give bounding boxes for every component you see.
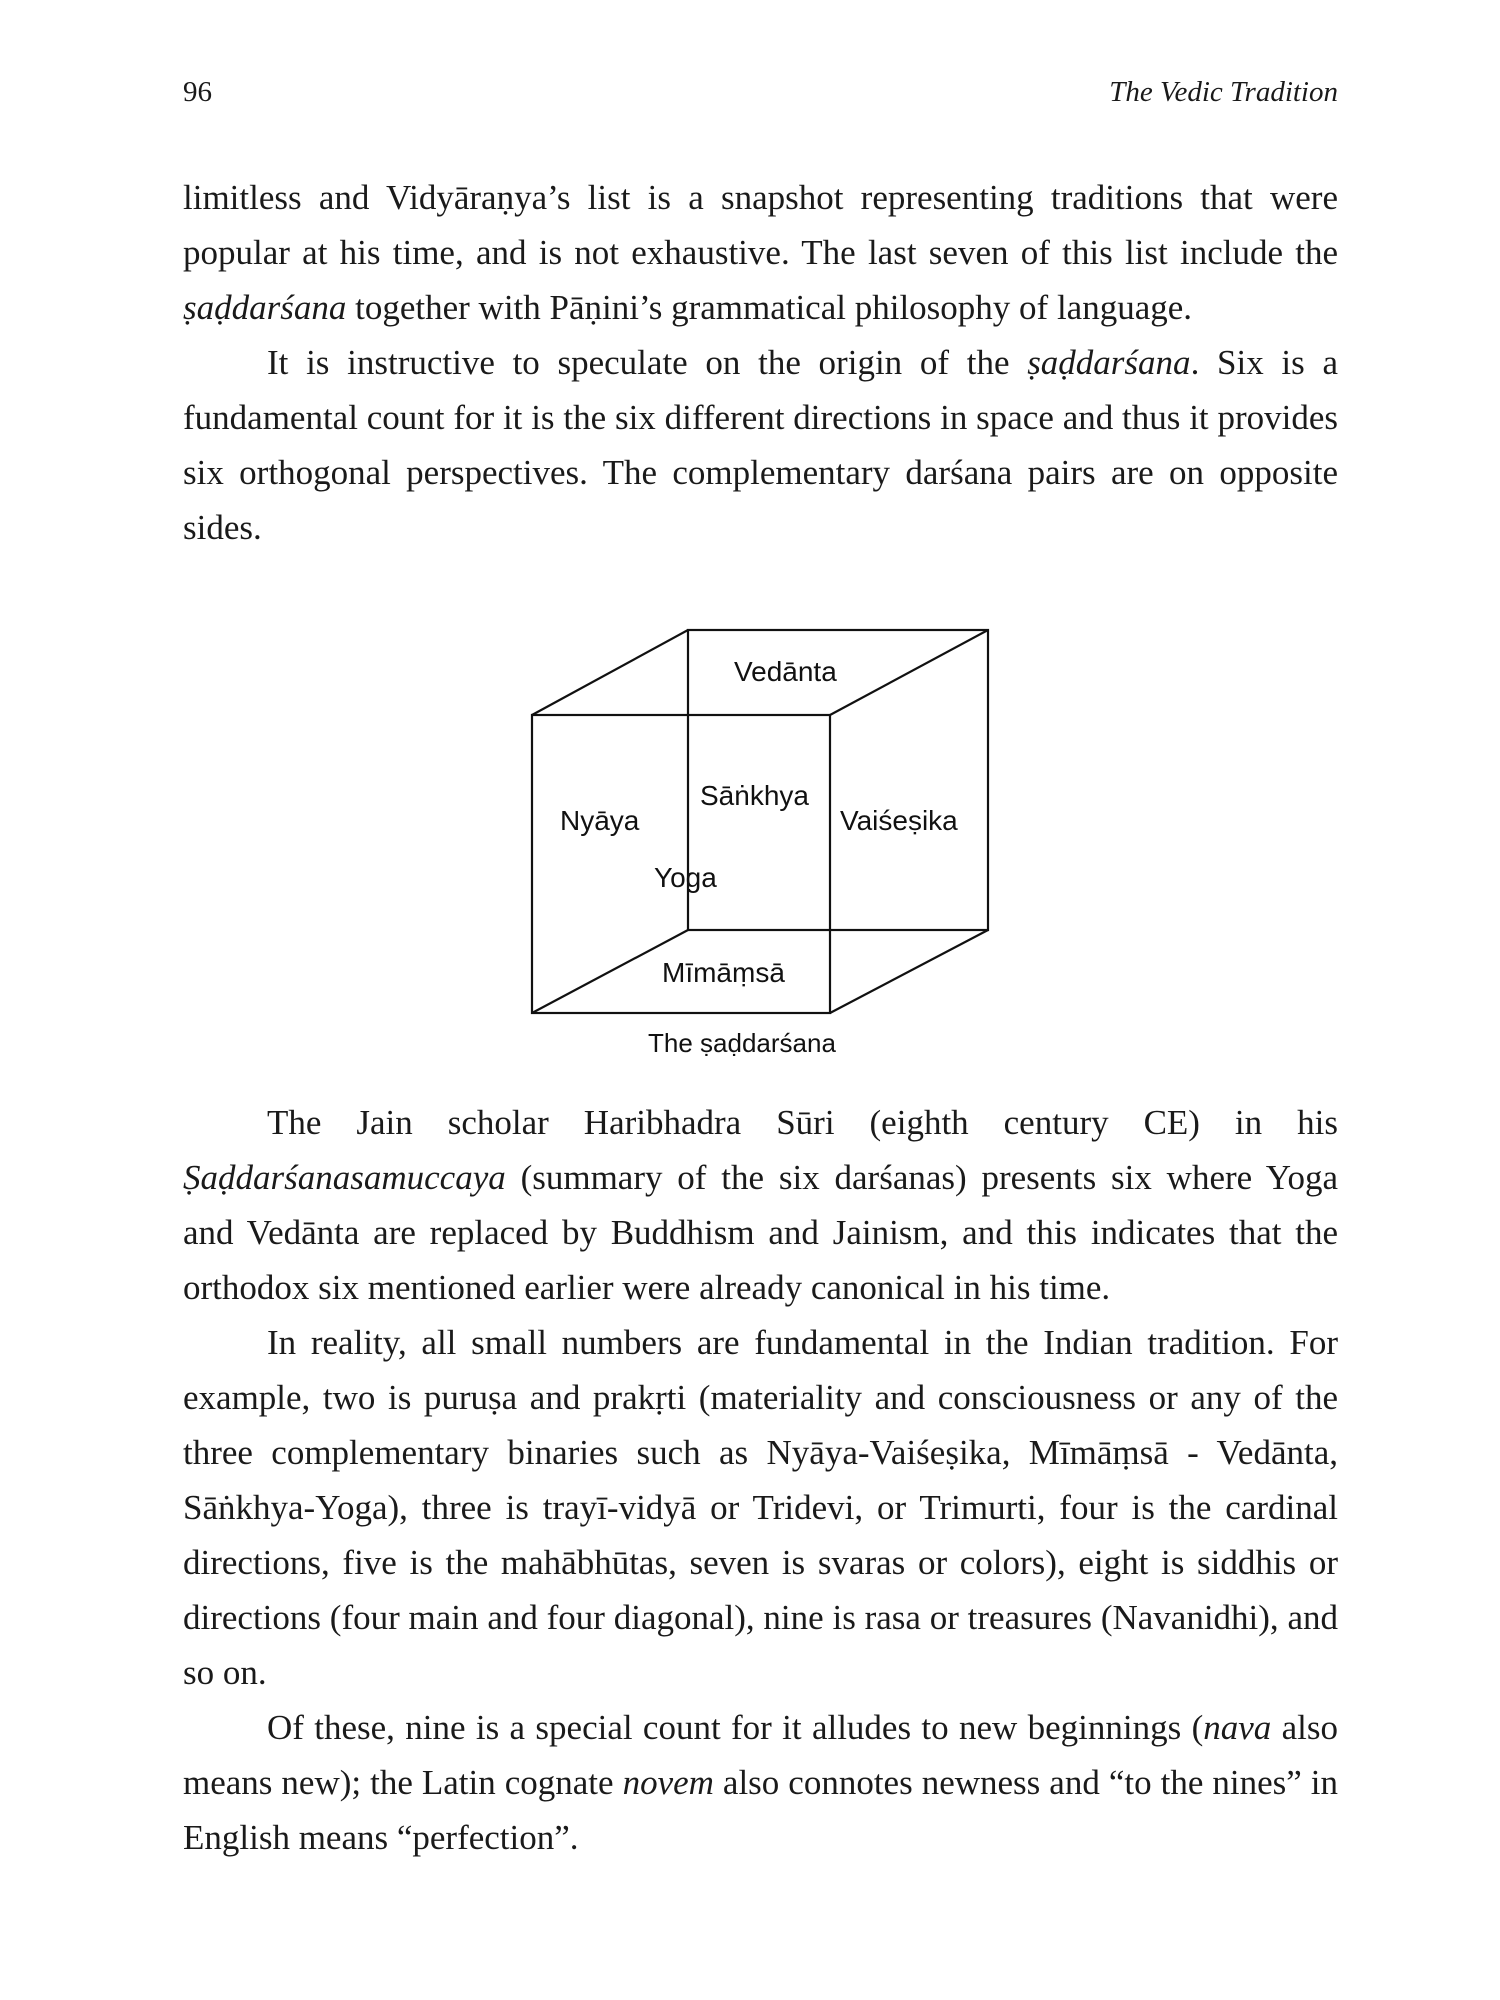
- cube-edge-bottom-right: [830, 930, 988, 1013]
- paragraph-5: [183, 1700, 1338, 1865]
- paragraph-5-italic-novem: novem: [622, 1763, 714, 1802]
- paragraph-1: [183, 170, 1338, 335]
- paragraph-3-text: The Jain scholar Haribhadra Sūri (eighth century CE) in his: [267, 1103, 1338, 1142]
- label-yoga: Yoga: [654, 862, 717, 893]
- paragraph-2-italic: ṣaḍdarśana: [1027, 343, 1191, 382]
- paragraph-5-mid: also means new); the Latin cognate: [183, 1708, 1338, 1802]
- paragraph-2-end: . Six is a fundamental count for it is the six different directions in space and thus it provides six orthogonal perspectives. The complementary darśana pairs are on opposite sides.: [183, 343, 1338, 547]
- bottom-text-block: [183, 1095, 1338, 1865]
- paragraph-5-italic-nava: nava: [1203, 1708, 1272, 1747]
- saddarsana-cube-figure: [530, 620, 1010, 1080]
- cube-diagram: [530, 620, 1010, 1080]
- running-title: The Vedic Tradition: [1109, 76, 1338, 108]
- label-vaisesika: Vaiśeṣika: [840, 805, 958, 836]
- paragraph-2: [183, 335, 1338, 555]
- top-text-block: [183, 170, 1338, 555]
- label-vedanta: Vedānta: [734, 656, 837, 687]
- paragraph-3: [183, 1095, 1338, 1315]
- label-mimamsa: Mīmāṃsā: [662, 957, 785, 988]
- figure-caption: The ṣaḍdarśana: [648, 1028, 836, 1058]
- paragraph-3-end: (summary of the six darśanas) presents six where Yoga and Vedānta are replaced by Buddhism and Jainism, and this indicates that the orthodox six mentioned earlier were already canonical in his time.: [183, 1158, 1338, 1307]
- paragraph-3-italic: Ṣaḍdarśanasamuccaya: [183, 1158, 506, 1197]
- paragraph-1-end: together with Pāṇini’s grammatical philosophy of language.: [346, 288, 1193, 327]
- paragraph-2-text: It is instructive to speculate on the origin of the: [267, 343, 1028, 382]
- page-number: 96: [183, 76, 212, 108]
- paragraph-1-italic: ṣaḍdarśana: [183, 288, 347, 327]
- label-sankhya: Sāṅkhya: [700, 780, 809, 811]
- label-nyaya: Nyāya: [560, 805, 640, 836]
- cube-edge-top-left: [532, 630, 688, 715]
- paragraph-4: In reality, all small numbers are fundamental in the Indian tradition. For example, two is puruṣa and prakṛti (materiality and consciousness or any of the three complementary binaries such as Nyāya-Vaiśeṣika, Mīmāṃsā - Vedānta, Sāṅkhya-Yoga), three is trayī-vidyā or Tridevi, or Trimurti, four is the cardinal directions, five is the mahābhūtas, seven is svaras or colors), eight is siddhis or directions (four main and four diagonal), nine is rasa or treasures (Navanidhi), and so on.: [183, 1323, 1338, 1692]
- page-header: [183, 76, 1338, 116]
- cube-edge-top-right: [830, 630, 988, 715]
- paragraph-1-text: limitless and Vidyāraṇya’s list is a snapshot representing traditions that were popular at his time, and is not exhaustive. The last seven of this list include the: [183, 178, 1338, 272]
- paragraph-5-text: Of these, nine is a special count for it alludes to new beginnings (: [267, 1708, 1204, 1747]
- paragraph-5-end: also connotes newness and “to the nines” in English means “perfection”.: [183, 1763, 1338, 1857]
